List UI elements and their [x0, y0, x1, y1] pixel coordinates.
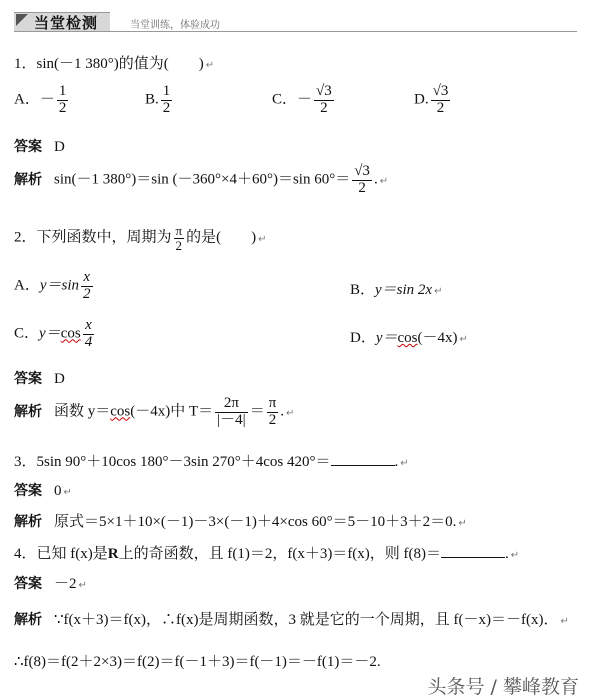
q4-blank[interactable] [441, 543, 505, 558]
q1-option-d: D. $\frac{√3}{2}$ [414, 83, 449, 116]
q2-answer: 答案 D [14, 371, 65, 387]
q1-option-c: C．－ $\frac{√3}{2}$ [272, 83, 332, 116]
q1-option-b: B. $\frac{1}{2}$ [145, 83, 171, 116]
q1-answer: 答案 D [14, 139, 65, 155]
header-divider [14, 31, 577, 32]
watermark: 头条号 / 攀峰教育 [427, 676, 579, 698]
q3-stem: 3．5sin 90°＋10cos 180°－3sin 270°＋4cos 420°＝ . ↵ [14, 450, 409, 471]
q2-option-b: B．y＝sin 2x ↵ [350, 282, 443, 298]
q4-analysis-line1: 解析 ∵f(x＋3)＝f(x)，∴f(x)是周期函数，3 就是它的一个周期，且 f(－x)＝－f(x)． ↵ [14, 612, 569, 628]
q2-option-d: D．y＝cos(－4x) ↵ [350, 330, 468, 346]
q1-analysis: 解析 sin(－1 380°)＝sin (－360°×4＋60°)＝sin 60°＝ $\frac{√3}{2}$ . ↵ [14, 163, 389, 196]
q1-option-a: A．－ $\frac{1}{2}$ [14, 83, 67, 116]
q2-stem: 2．下列函数中，周期为 $\frac{\pi}{2}$ 的是( ) ↵ [14, 223, 267, 253]
q2-option-a: A．y＝sin $\frac{x}{2}$ [14, 269, 91, 302]
q3-answer: 答案 0 ↵ [14, 483, 72, 499]
q2-option-c: C．y＝cos $\frac{x}{4}$ [14, 317, 93, 350]
q4-answer: 答案 －2 ↵ [14, 576, 87, 592]
q4-stem: 4．已知 f(x)是R上的奇函数，且 f(1)＝2，f(x＋3)＝f(x)，则 f(8)＝ . ↵ [14, 542, 519, 563]
section-title: 当堂检测 [34, 14, 99, 32]
q4-analysis-line2: ∴f(8)＝f(2＋2×3)＝f(2)＝f(－1＋3)＝f(－1)＝－f(1)＝－2. [14, 654, 381, 670]
q3-blank[interactable] [331, 451, 395, 466]
q2-analysis: 解析 函数 y＝cos(－4x)中 T＝ $\frac{2\pi}{|-4|}$ ＝ $\frac{\pi}{2}$ . ↵ [14, 395, 295, 428]
q1-stem: 1．sin(－1 380°)的值为( ) ↵ [14, 56, 215, 72]
section-subtitle: 当堂训练，体验成功 [130, 20, 220, 31]
header-triangle-icon [16, 14, 28, 26]
q3-analysis: 解析 原式＝5×1＋10×(－1)－3×(－1)＋4×cos 60°＝5－10＋3＋2＝0. ↵ [14, 514, 467, 530]
